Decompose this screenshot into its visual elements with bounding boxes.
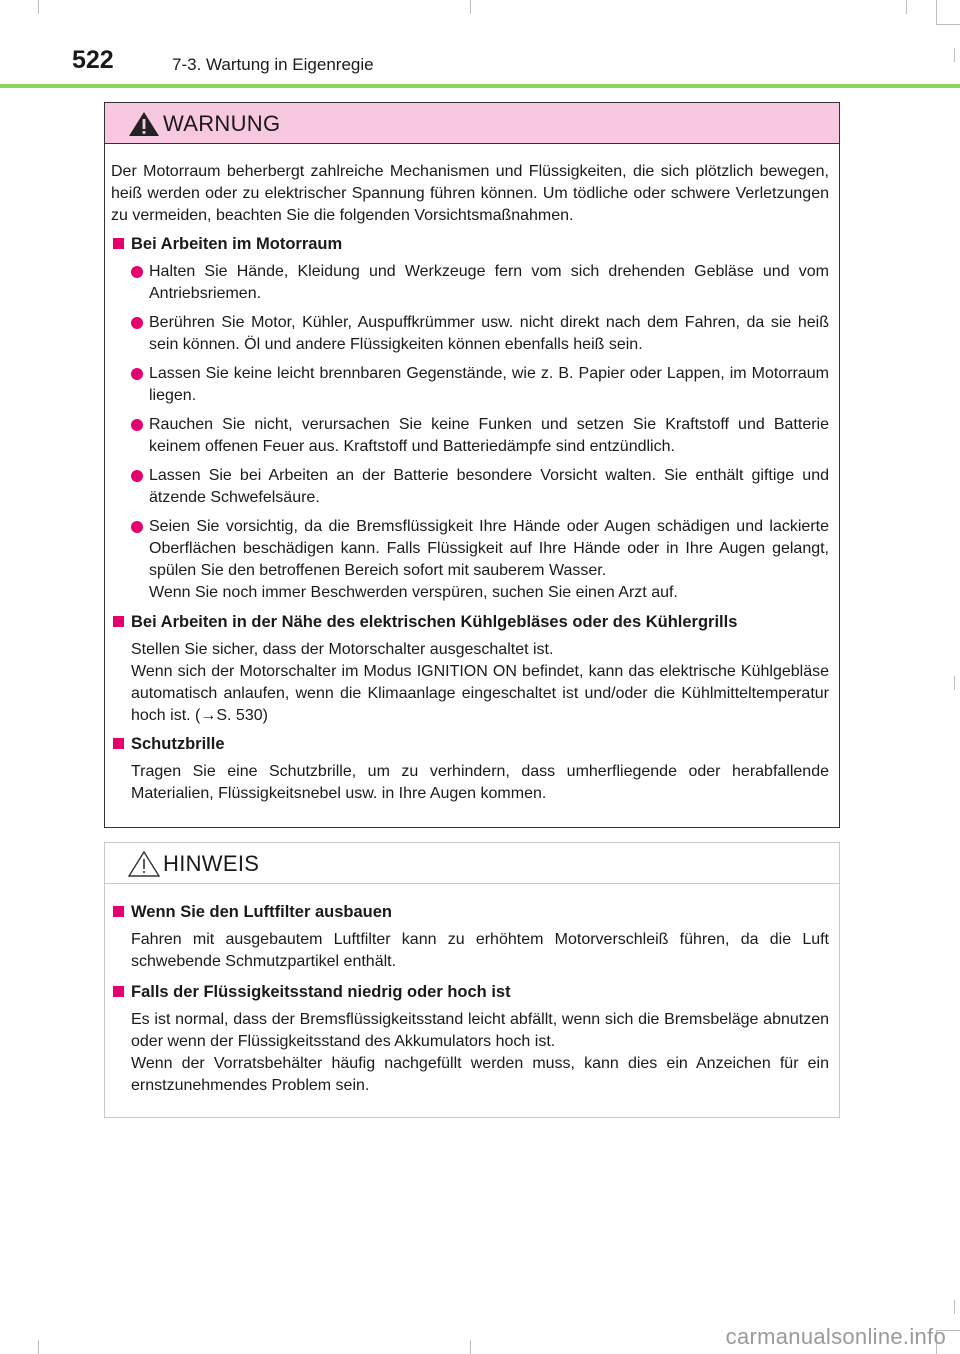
paragraph-line: Es ist normal, dass der Bremsflüssigkeitsstand leicht abfällt, wenn sich die Bremsbeläge abnutzen oder wenn der Flüssigkeitsstand des Akkumulators hoch ist. xyxy=(131,1011,829,1050)
subheading-text: Bei Arbeiten im Motorraum xyxy=(131,235,343,253)
crop-mark xyxy=(38,1340,39,1354)
list-item xyxy=(111,312,829,356)
round-bullet-icon xyxy=(131,317,143,329)
warning-header xyxy=(105,103,839,144)
subheading-text: Falls der Flüssigkeitsstand niedrig oder hoch ist xyxy=(131,983,511,1001)
list-item xyxy=(111,516,829,604)
list-item-text: Halten Sie Hände, Kleidung und Werkzeuge fern vom sich drehenden Gebläse und vom Antriebsriemen. xyxy=(149,263,829,302)
round-bullet-icon xyxy=(131,266,143,278)
list-item-text: Wenn Sie noch immer Beschwerden verspüren, suchen Sie einen Arzt auf. xyxy=(149,584,678,601)
subheading-text: Wenn Sie den Luftfilter ausbauen xyxy=(131,903,392,921)
caution-outline-icon xyxy=(127,850,161,878)
warning-triangle-icon xyxy=(127,110,161,138)
list-item-text: Lassen Sie keine leicht brennbaren Gegenstände, wie z. B. Papier oder Lappen, im Motorraum liegen. xyxy=(149,365,829,404)
notice-box xyxy=(104,842,840,1118)
watermark: carmanualsonline.info xyxy=(725,1324,946,1349)
list-item-text: Lassen Sie bei Arbeiten an der Batterie besondere Vorsicht walten. Sie enthält giftige und ätzende Schwefelsäure. xyxy=(149,467,829,506)
square-bullet-icon xyxy=(113,986,124,997)
list-item xyxy=(111,363,829,407)
list-item xyxy=(111,261,829,305)
subheading xyxy=(111,733,829,755)
round-bullet-icon xyxy=(131,470,143,482)
notice-header xyxy=(105,843,839,884)
paragraph: Fahren mit ausgebautem Luftfilter kann zu erhöhtem Motorverschleiß führen, da die Luft schwebende Schmutzpartikel enthält. xyxy=(131,931,829,970)
paragraph-line: Wenn der Vorratsbehälter häufig nachgefüllt werden muss, kann dies ein Anzeichen für ein ernstzunehmendes Problem sein. xyxy=(131,1055,829,1094)
subheading xyxy=(111,901,829,923)
round-bullet-icon xyxy=(131,368,143,380)
square-bullet-icon xyxy=(113,616,124,627)
paragraph xyxy=(111,639,829,727)
square-bullet-icon xyxy=(113,238,124,249)
notice-body xyxy=(111,901,829,1103)
round-bullet-icon xyxy=(131,521,143,533)
notice-title: HINWEIS xyxy=(163,851,260,876)
crop-mark xyxy=(470,1340,471,1354)
list-item-text: Rauchen Sie nicht, verursachen Sie keine Funken und setzen Sie Kraftstoff und Batterie keinem offenen Feuer aus. Kraftstoff und Batteriedämpfe sind entzündlich. xyxy=(149,416,829,455)
square-bullet-icon xyxy=(113,906,124,917)
warning-box xyxy=(104,102,840,828)
warning-intro: Der Motorraum beherbergt zahlreiche Mechanismen und Flüssigkeiten, die sich plötzlich bewegen, heiß werden oder zu elektrischer Spannung führen können. Um tödliche oder schwere Verletzungen zu vermeiden, beachten Sie die folgenden Vorsichtsmaßnahmen. xyxy=(111,163,829,224)
paragraph-line: Stellen Sie sicher, dass der Motorschalter ausgeschaltet ist. xyxy=(131,641,554,658)
list-item-text: Berühren Sie Motor, Kühler, Auspuffkrümmer usw. nicht direkt nach dem Fahren, da sie heiß sein können. Öl und andere Flüssigkeiten können ebenfalls heiß sein. xyxy=(149,314,829,353)
subheading-text: Schutzbrille xyxy=(131,735,225,753)
subheading xyxy=(111,981,829,1003)
crop-mark xyxy=(954,1300,955,1314)
list-item xyxy=(111,465,829,509)
crop-mark xyxy=(954,676,955,690)
paragraph-line: Wenn sich der Motorschalter im Modus IGNITION ON befindet, kann das elektrische Kühlgebläse automatisch anlaufen, wenn die Klimaanlage eingeschaltet ist und/oder die Kühlmitteltemperatur hoch ist. (→S. 530) xyxy=(131,663,829,724)
list-item-text: Seien Sie vorsichtig, da die Bremsflüssigkeit Ihre Hände oder Augen schädigen und lackierte Oberflächen beschädigen kann. Falls Flüssigkeit auf Ihre Hände oder in Ihre Augen gelangt, spülen Sie den betroffenen Bereich sofort mit sauberem Wasser. xyxy=(149,518,829,579)
subheading xyxy=(111,611,829,633)
page-header xyxy=(0,0,960,90)
list-item xyxy=(111,414,829,458)
warning-title: WARNUNG xyxy=(163,111,281,136)
square-bullet-icon xyxy=(113,738,124,749)
subheading-text: Bei Arbeiten in der Nähe des elektrischen Kühlgebläses oder des Kühlergrills xyxy=(131,613,738,631)
paragraph xyxy=(111,1009,829,1097)
warning-body xyxy=(111,161,829,811)
header-rule xyxy=(0,84,960,88)
page-number: 522 xyxy=(72,46,114,74)
paragraph: Tragen Sie eine Schutzbrille, um zu verhindern, dass umherfliegende oder herabfallende Materialien, Flüssigkeitsnebel usw. in Ihre Augen kommen. xyxy=(131,763,829,802)
section-title: 7-3. Wartung in Eigenregie xyxy=(172,55,374,74)
subheading xyxy=(111,233,829,255)
round-bullet-icon xyxy=(131,419,143,431)
